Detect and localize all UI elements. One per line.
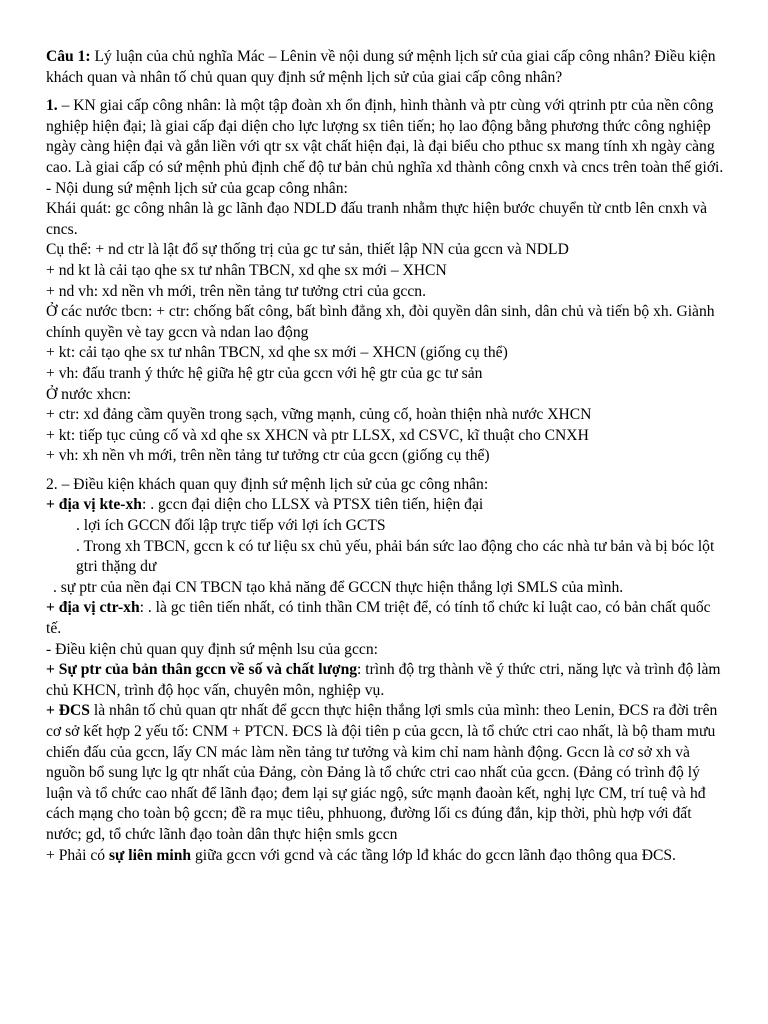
- communist-party-text: là nhân tố chủ quan qtr nhất để gccn thực hiện thắng lợi smls của mình: theo Lenin, ĐCS ra đời trên cơ sở kết hợp 2 yếu tố: CNM + PTCN. ĐCS là đội tiên p của gccn, là tổ chức ctri cao nhất, là bộ tham mưu chiến đấu của gccn, lấy CN mác làm nền tảng tư tưởng và kim chỉ nam hành động. Gccn là cơ sở xh và nguồn bổ sung lực lg qtr nhất của Đảng, còn Đảng là tổ chức ctri cao nhất của gccn. (Đảng có trình độ lý luận và tổ chức cao nhất để lãnh đạo; đem lại sự giác ngộ, sức mạnh đaoàn kết, nghị lực CM, trí tuệ và hđ cách mạng cho toàn bộ gccn; đề ra mục tiêu, phhuong, đường lối cs đúng đắn, kịp thời, phù hợp với đất nước; gd, tổ chức lãnh đạo toàn dân thực hiện smls gccn: [46, 702, 718, 843]
- political-status-text: : . là gc tiên tiến nhất, có tinh thần CM triệt để, có tính tổ chức kỉ luật cao, có bản chất quốc tế.: [46, 599, 711, 638]
- economic-status-paragraph: [46, 495, 726, 516]
- content-specific-politics: Cụ thể: + nd ctr là lật đổ sự thống trị của gc tư sản, thiết lập NN của gccn và NDLD: [46, 241, 569, 259]
- question-label: Câu 1:: [46, 48, 91, 65]
- alliance-paragraph: [46, 846, 726, 867]
- part1-intro-text: – KN giai cấp công nhân: là một tập đoàn xh ổn định, hình thành và ptr cùng với qtrinh ptr của nền công nghiệp hiện đại; là giai cấp đại diện cho lực lượng sx tiên tiến; họ lao động bằng phương thức công nghiệp ngày càng hiện đại và gắn liền với qtr sx vật chất hiện đại, là đại biểu cho pthuc sx mang tính xh ngày càng cao. Là giai cấp có sứ mệnh phủ định chế độ tư bản chủ nghĩa xd thành công cnxh và cncs trên toàn thế giới.: [46, 97, 724, 176]
- working-class-growth-text: : trình độ trg thành về ý thức ctri, năng lực và trình độ làm chủ KHCN, trình độ học vấn, chuyên môn, nghiệp vụ.: [46, 661, 721, 699]
- political-status-label: + địa vị ctr-xh: [46, 599, 140, 617]
- part1-label: 1.: [46, 97, 58, 115]
- socialist-countries-heading: Ở nước xhcn:: [46, 385, 132, 403]
- political-status-paragraph: [46, 598, 726, 639]
- capitalist-countries-culture: + vh: đấu tranh ý thức hệ giữa hệ gtr của gccn với hệ gtr của gc tư sản: [46, 364, 483, 382]
- content-heading: - Nội dung sứ mệnh lịch sử của gcap công nhân:: [46, 179, 348, 197]
- economic-status-text: : . gccn đại diện cho LLSX và PTSX tiên tiến, hiện đại: [141, 496, 484, 514]
- capitalist-countries-economy: + kt: cải tạo qhe sx tư nhân TBCN, xd qhe sx mới – XHCN (giống cụ thể): [46, 344, 508, 362]
- communist-party-paragraph: [46, 701, 726, 845]
- content-specific-economy: + nd kt là cải tạo qhe sx tư nhân TBCN, xd qhe sx mới – XHCN: [46, 261, 447, 279]
- alliance-prefix: + Phải có: [46, 846, 109, 864]
- content-overview: Khái quát: gc công nhân là gc lãnh đạo NDLD đấu tranh nhằm thực hiện bước chuyển từ cntb lên cnxh và cncs.: [46, 200, 708, 238]
- economic-status-sub2: . Trong xh TBCN, gccn k có tư liệu sx chủ yếu, phải bán sức lao động cho các nhà tư bản và bị bóc lột gtri thặng dư: [76, 537, 715, 576]
- alliance-label: sự liên minh: [108, 846, 192, 864]
- content-specific-culture: + nd vh: xd nền vh mới, trên nền tảng tư tưởng ctri của gccn.: [46, 282, 426, 300]
- economic-status-label: + địa vị kte-xh: [46, 496, 142, 514]
- socialist-countries-economy: + kt: tiếp tục củng cố và xd qhe sx XHCN và ptr LLSX, xd CSVC, kĩ thuật cho CNXH: [46, 426, 589, 444]
- alliance-text: giữa gccn với gcnd và các tầng lớp lđ khác do gccn lãnh đạo thông qua ĐCS.: [191, 846, 676, 864]
- question-text: Lý luận của chủ nghĩa Mác – Lênin về nội dung sứ mệnh lịch sử của giai cấp công nhân? Điều kiện khách quan và nhân tố chủ quan quy định sứ mệnh lịch sử của giai cấp công nhân?: [46, 48, 716, 86]
- working-class-growth-label: + Sự ptr của bản thân gccn về số và chất lượng: [46, 661, 358, 679]
- part1-intro: [46, 96, 726, 178]
- subjective-conditions-heading: - Điều kiện chủ quan quy định sứ mệnh lsu của gccn:: [46, 640, 378, 658]
- capitalist-countries-politics: Ở các nước tbcn: + ctr: chống bất công, bất bình đẳng xh, đòi quyền dân sinh, dân chủ và tiến bộ xh. Giành chính quyền vè tay gccn và ndan lao động: [46, 303, 715, 341]
- working-class-growth-paragraph: [46, 660, 726, 701]
- document-page: [46, 47, 726, 866]
- socialist-countries-politics: + ctr: xd đảng cầm quyền trong sạch, vững mạnh, củng cố, hoàn thiện nhà nước XHCN: [46, 406, 592, 424]
- communist-party-label: + ĐCS: [46, 702, 90, 720]
- question-paragraph: [46, 47, 726, 88]
- economic-status-sub3: . sự ptr của nền đại CN TBCN tạo khả năng để GCCN thực hiện thắng lợi SMLS của mình.: [53, 578, 624, 596]
- socialist-countries-culture: + vh: xh nền vh mới, trên nền tảng tư tưởng ctr của gccn (giống cụ thể): [46, 447, 490, 465]
- part2-heading: 2. – Điều kiện khách quan quy định sứ mệnh lịch sử của gc công nhân:: [46, 475, 489, 493]
- economic-status-sub1: . lợi ích GCCN đối lập trực tiếp với lợi ích GCTS: [76, 517, 386, 535]
